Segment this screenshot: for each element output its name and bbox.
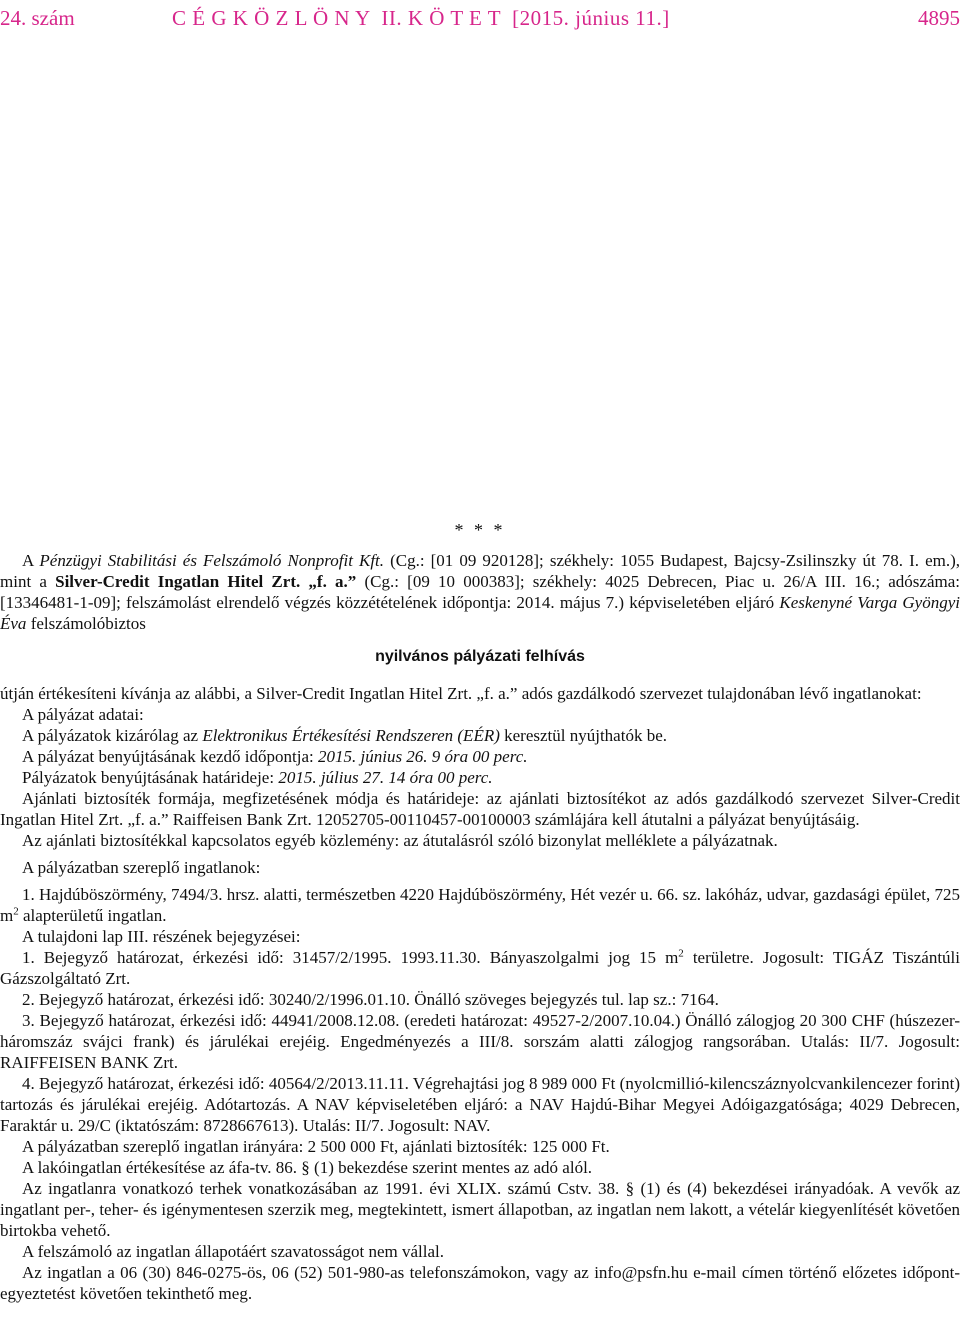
issue-number: 24. szám — [0, 6, 75, 30]
paragraph: Az ingatlanra vonatkozó terhek vonatkozásában az 1991. évi XLIX. számú Cstv. 38. § (1) és (4) bekezdései irányadóak. A vevők az ingatlant per-, teher- és igénymentesen szerzik meg, megtekintett, ismert állapotban, az ingatlan nem lakott, a vételár kiegyenlítését követően birtokba vehető. — [0, 1179, 960, 1240]
system-name: Elektronikus Értékesítési Rendszeren (EÉR) — [202, 726, 500, 745]
text: A pályázat benyújtásának kezdő időpontja: — [22, 747, 318, 766]
section-separator: * * * — [454, 520, 506, 540]
page-header — [0, 0, 960, 34]
paragraph: 4. Bejegyző határozat, érkezési idő: 40564/2/2013.11.11. Végrehajtási jog 8 989 000 Ft (nyolcmillió-kilencszáznyolcvankilencezer forint) tartozás és járulékai erejéig. Adótartozás. A NAV képviseletében eljáró: a NAV Hajdú-Bihar Megyei Adóigazgatósága; 4029 Debrecen, Faraktár u. 29/C (iktatószám: 8728667613). Utalás: II/7. Jogosult: NAV. — [0, 1074, 960, 1135]
paragraph — [0, 767, 960, 788]
debtor-company: Silver-Credit Ingatlan Hitel Zrt. „f. a.” — [55, 572, 357, 591]
intro-text: felszámolóbiztos — [26, 614, 146, 633]
paragraph — [0, 884, 960, 926]
start-date: 2015. június 26. 9 óra 00 perc. — [318, 747, 528, 766]
paragraph: A felszámoló az ingatlan állapotáért szavatosságot nem vállal. — [22, 1242, 445, 1261]
text: területre. Jogosult: TIGÁZ Tiszántúli Gázszolgáltató Zrt. — [0, 948, 960, 988]
page-number: 4895 — [918, 6, 960, 30]
intro-paragraph — [0, 550, 960, 634]
paragraph: Ajánlati biztosíték formája, megfizetésének módja és határideje: az ajánlati biztosítékot az adós gazdálkodó szervezet Silver-Credit Ingatlan Hitel Zrt. „f. a.” Raiffeisen Bank Zrt. 12052705-00110457-00100003 számlájára kell átutalni a pályázat benyújtásáig. — [0, 789, 960, 829]
paragraph: A pályázat adatai: — [22, 705, 144, 724]
notice-title: nyilvános pályázati felhívás — [375, 648, 585, 665]
intro-text: A — [22, 551, 40, 570]
paragraph: A pályázatban szereplő ingatlan irányára: 2 500 000 Ft, ajánlati biztosíték: 125 000 Ft. — [22, 1137, 610, 1156]
text: A pályázatok kizárólag az — [22, 726, 203, 745]
paragraph: A tulajdoni lap III. részének bejegyzései: — [22, 927, 301, 946]
paragraph: Az ingatlan a 06 (30) 846-0275-ös, 06 (52) 501-980-as telefonszámokon, vagy az info@psfn.hu e-mail címen történő előzetes időpont-egyeztetést követően tekinthető meg. — [0, 1263, 960, 1303]
paragraph: 3. Bejegyző határozat, érkezési idő: 44941/2008.12.08. (eredeti határozat: 49527-2/2007.10.04.) Önálló zálogjog 20 300 CHF (húszezer-háromszáz svájci frank) és járulékai erejéig. Engedményezés a III/8. sorszám alatti zálogjog rangsorában. Utalás: II/7. Jogosult: RAIFFEISEN BANK Zrt. — [0, 1011, 960, 1072]
intro-text: (Cg.: [09 10 000383]; székhely: 4025 Debrecen, Piac u. 26/A III. 16.; adószáma: [13346481-1-09]; felszámolást elrendelő végzés közzétételének időpontja: 2014. május 7.) képviseletében eljáró — [0, 572, 960, 612]
text: 1. Hajdúböszörmény, 7494/3. hrsz. alatti, természetben 4220 Hajdúböszörmény, Hét vezér u. 66. sz. lakóház, udvar, gazdasági épület, 725 m — [0, 885, 960, 925]
deadline-date: 2015. július 27. 14 óra 00 perc. — [278, 768, 493, 787]
liquidator-name: Keskenyné Varga Gyöngyi Éva — [0, 593, 960, 633]
paragraph: útján értékesíteni kívánja az alábbi, a Silver-Credit Ingatlan Hitel Zrt. „f. a.” adós gazdálkodó szervezet tulajdonában lévő ingatlanokat: — [0, 684, 922, 703]
paragraph — [0, 947, 960, 989]
text: alapterületű ingatlan. — [18, 906, 167, 925]
paragraph: Az ajánlati biztosítékkal kapcsolatos egyéb közlemény: az átutalásról szóló bizonylat melléklete a pályázatnak. — [22, 831, 778, 850]
text: keresztül nyújthatók be. — [499, 726, 667, 745]
text: Pályázatok benyújtásának határideje: — [22, 768, 279, 787]
text: 1. Bejegyző határozat, érkezési idő: 31457/2/1995. 1993.11.30. Bányaszolgalmi jog 15 m — [22, 948, 679, 967]
superscript: 2 — [678, 947, 684, 960]
paragraph: A pályázatban szereplő ingatlanok: — [22, 858, 261, 877]
journal-title: C É G K Ö Z L Ö N Y II. K Ö T E T [2015. június 11.] — [172, 6, 670, 30]
paragraph — [0, 746, 960, 767]
liquidator-company: Pénzügyi Stabilitási és Felszámoló Nonprofit Kft. — [39, 551, 385, 570]
paragraph — [0, 725, 960, 746]
paragraph: 2. Bejegyző határozat, érkezési idő: 30240/2/1996.01.10. Önálló szöveges bejegyzés tul. lap sz.: 7164. — [22, 990, 719, 1009]
superscript: 2 — [13, 905, 19, 918]
intro-text: (Cg.: [01 09 920128]; székhely: 1055 Budapest, Bajcsy-Zsilinszky út 78. I. em.), mint a — [0, 551, 960, 591]
paragraph: A lakóingatlan értékesítése az áfa-tv. 86. § (1) bekezdése szerint mentes az adó alól. — [22, 1158, 593, 1177]
notice-body — [0, 520, 960, 1304]
